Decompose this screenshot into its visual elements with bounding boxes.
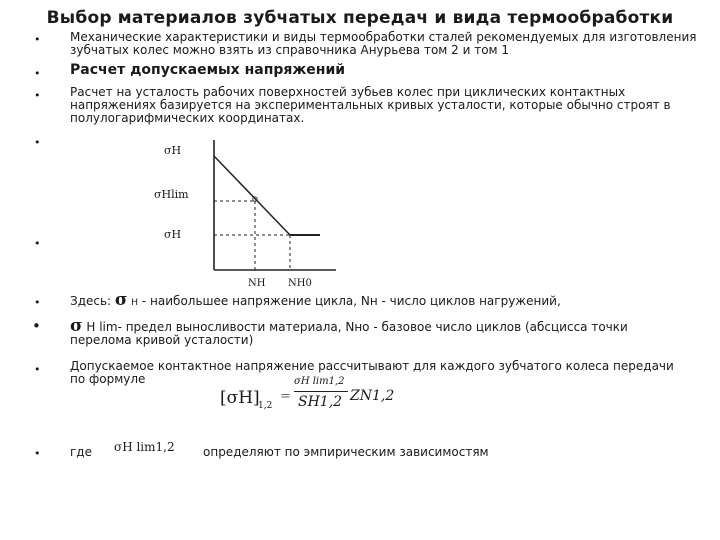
where-word: где: [70, 445, 92, 459]
page-title: Выбор материалов зубчатых передач и вида термообработки: [46, 8, 674, 28]
bullet-marker: •: [34, 89, 41, 102]
y-label-sigma-h-top: σH: [164, 144, 182, 157]
sigma-symbol: σ: [70, 316, 83, 336]
allowable-stress-text: Допускаемое контактное напряжение рассчитывают для каждого зубчатого колеса передачи по формуле: [70, 359, 674, 386]
where-prefix: Здесь:: [70, 294, 112, 308]
x-label-nh: NH: [248, 278, 266, 289]
bullet-marker: •: [34, 33, 41, 46]
bullet-marker: •: [34, 296, 41, 309]
bullet-marker: •: [34, 447, 41, 460]
x-label-nh0: NH0: [288, 278, 312, 289]
where-definition: - наибольшее напряжение цикла, Nн - число циклов нагружений,: [141, 294, 561, 308]
fatigue-curve-diagram: [140, 138, 340, 293]
formula-z-factor: ZN1,2: [350, 388, 395, 404]
sigma-symbol: σ: [114, 290, 128, 310]
formula-numerator: σH lim1,2: [294, 376, 345, 387]
sigma-subscript: Н: [131, 298, 139, 308]
y-label-sigma-hlim: σHlim: [154, 188, 189, 201]
formula-fraction-bar: [294, 391, 348, 392]
empirical-text: [70, 440, 710, 472]
bullet-marker: •: [34, 237, 41, 250]
bullet-marker: •: [34, 136, 41, 149]
bullet-marker: •: [34, 363, 41, 376]
section-heading: Расчет допускаемых напряжений: [70, 62, 346, 78]
paragraph-fatigue: Расчет на усталость рабочих поверхностей зубьев колес при циклических контактных напряжениях базируется на экспериментальных кривых усталости, которые обычно строят в полулогарифмических координатах.: [70, 85, 671, 125]
bullet-marker: •: [34, 67, 41, 80]
formula-lhs-subscript: 1,2: [258, 401, 273, 411]
bullet-marker: •: [32, 317, 41, 335]
formula-lhs: [σH]: [220, 388, 260, 408]
definition-sigma-hlim: [70, 316, 670, 347]
lim-definition: Н lim- предел выносливости материала, Nно - базовое число циклов (абсцисса точки перелома кривой усталости): [70, 320, 628, 347]
empirical-definition: определяют по эмпирическим зависимостям: [203, 445, 489, 459]
formula-equals: =: [280, 389, 291, 404]
y-label-sigma-h: σH: [164, 228, 182, 241]
definition-sigma-h: [70, 290, 700, 310]
fatigue-curve-slope: [214, 156, 290, 235]
sigma-hlim-symbol: σH lim1,2: [114, 440, 175, 454]
paragraph-characteristics: Механические характеристики и виды термообработки сталей рекомендуемых для изготовления зубчатых колес можно взять из справочника Анурьева том 2 и том 1: [70, 30, 697, 57]
formula-denominator: SH1,2: [298, 394, 343, 410]
allowable-stress-formula: [220, 376, 400, 420]
